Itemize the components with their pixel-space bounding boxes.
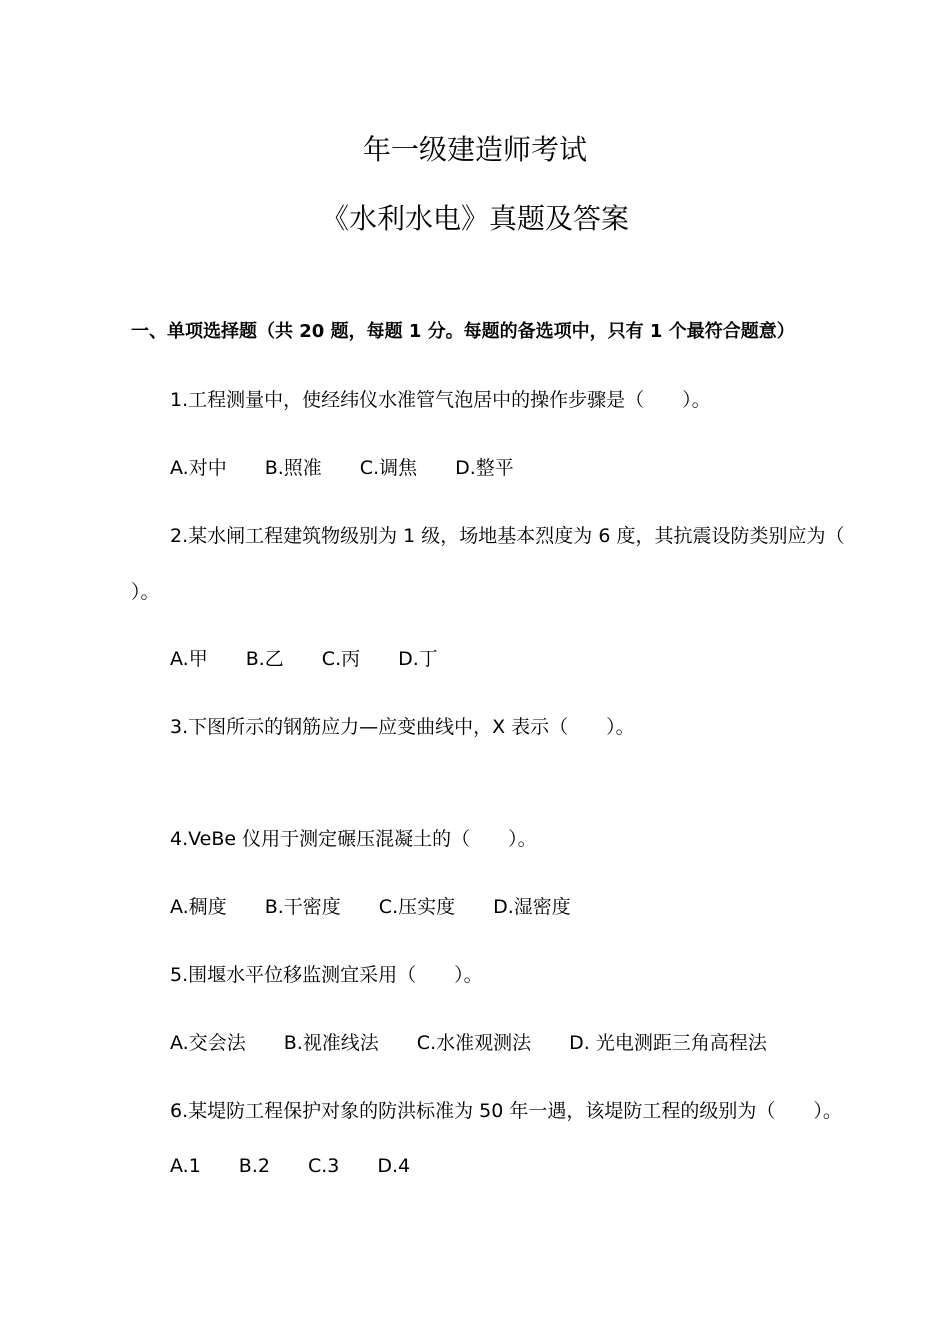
- question-2-options: [170, 647, 438, 671]
- option-d: D.整平: [455, 457, 514, 479]
- document-title: 年一级建造师考试: [362, 133, 587, 166]
- option-b: B.干密度: [264, 896, 341, 918]
- question-2: 2.某水闸工程建筑物级别为 1 级，场地基本烈度为 6 度，其抗震设防类别应为（: [170, 525, 845, 547]
- option-c: C.调焦: [359, 457, 418, 479]
- question-1: 1.工程测量中，使经纬仪水准管气泡居中的操作步骤是（ ）。: [170, 389, 711, 411]
- question-5: 5.围堰水平位移监测宜采用（ ）。: [170, 964, 483, 986]
- option-c: C.水准观测法: [416, 1032, 532, 1054]
- question-6: 6.某堤防工程保护对象的防洪标准为 50 年一遇，该堤防工程的级别为（ ）。: [170, 1100, 842, 1122]
- question-3: 3.下图所示的钢筋应力—应变曲线中，X 表示（ ）。: [170, 716, 635, 738]
- option-a: A.稠度: [170, 896, 227, 918]
- option-a: A.交会法: [170, 1032, 246, 1054]
- option-a: A.对中: [170, 457, 227, 479]
- question-5-options: [170, 1031, 767, 1055]
- option-d: D.4: [377, 1155, 411, 1177]
- option-b: B.照准: [264, 457, 322, 479]
- option-b: B.乙: [245, 648, 284, 670]
- option-b: B.2: [238, 1155, 270, 1177]
- option-d: D. 光电测距三角高程法: [569, 1032, 767, 1054]
- option-d: D.丁: [398, 648, 438, 670]
- question-4-options: [170, 895, 571, 919]
- option-c: C.3: [307, 1155, 340, 1177]
- option-a: A.1: [170, 1155, 201, 1177]
- option-b: B.视准线法: [283, 1032, 379, 1054]
- option-d: D.湿密度: [493, 896, 571, 918]
- question-2-continuation: ）。: [131, 581, 160, 603]
- question-6-options: [170, 1154, 410, 1178]
- section-heading: 一、单项选择题（共 20 题，每题 1 分。每题的备选项中，只有 1 个最符合题意）: [131, 321, 795, 342]
- document-subtitle: 《水利水电》真题及答案: [320, 202, 629, 235]
- question-1-options: [170, 456, 514, 480]
- option-c: C.压实度: [378, 896, 456, 918]
- question-4: 4.VeBe 仪用于测定碾压混凝土的（ ）。: [170, 828, 537, 850]
- option-c: C.丙: [321, 648, 361, 670]
- option-a: A.甲: [170, 648, 208, 670]
